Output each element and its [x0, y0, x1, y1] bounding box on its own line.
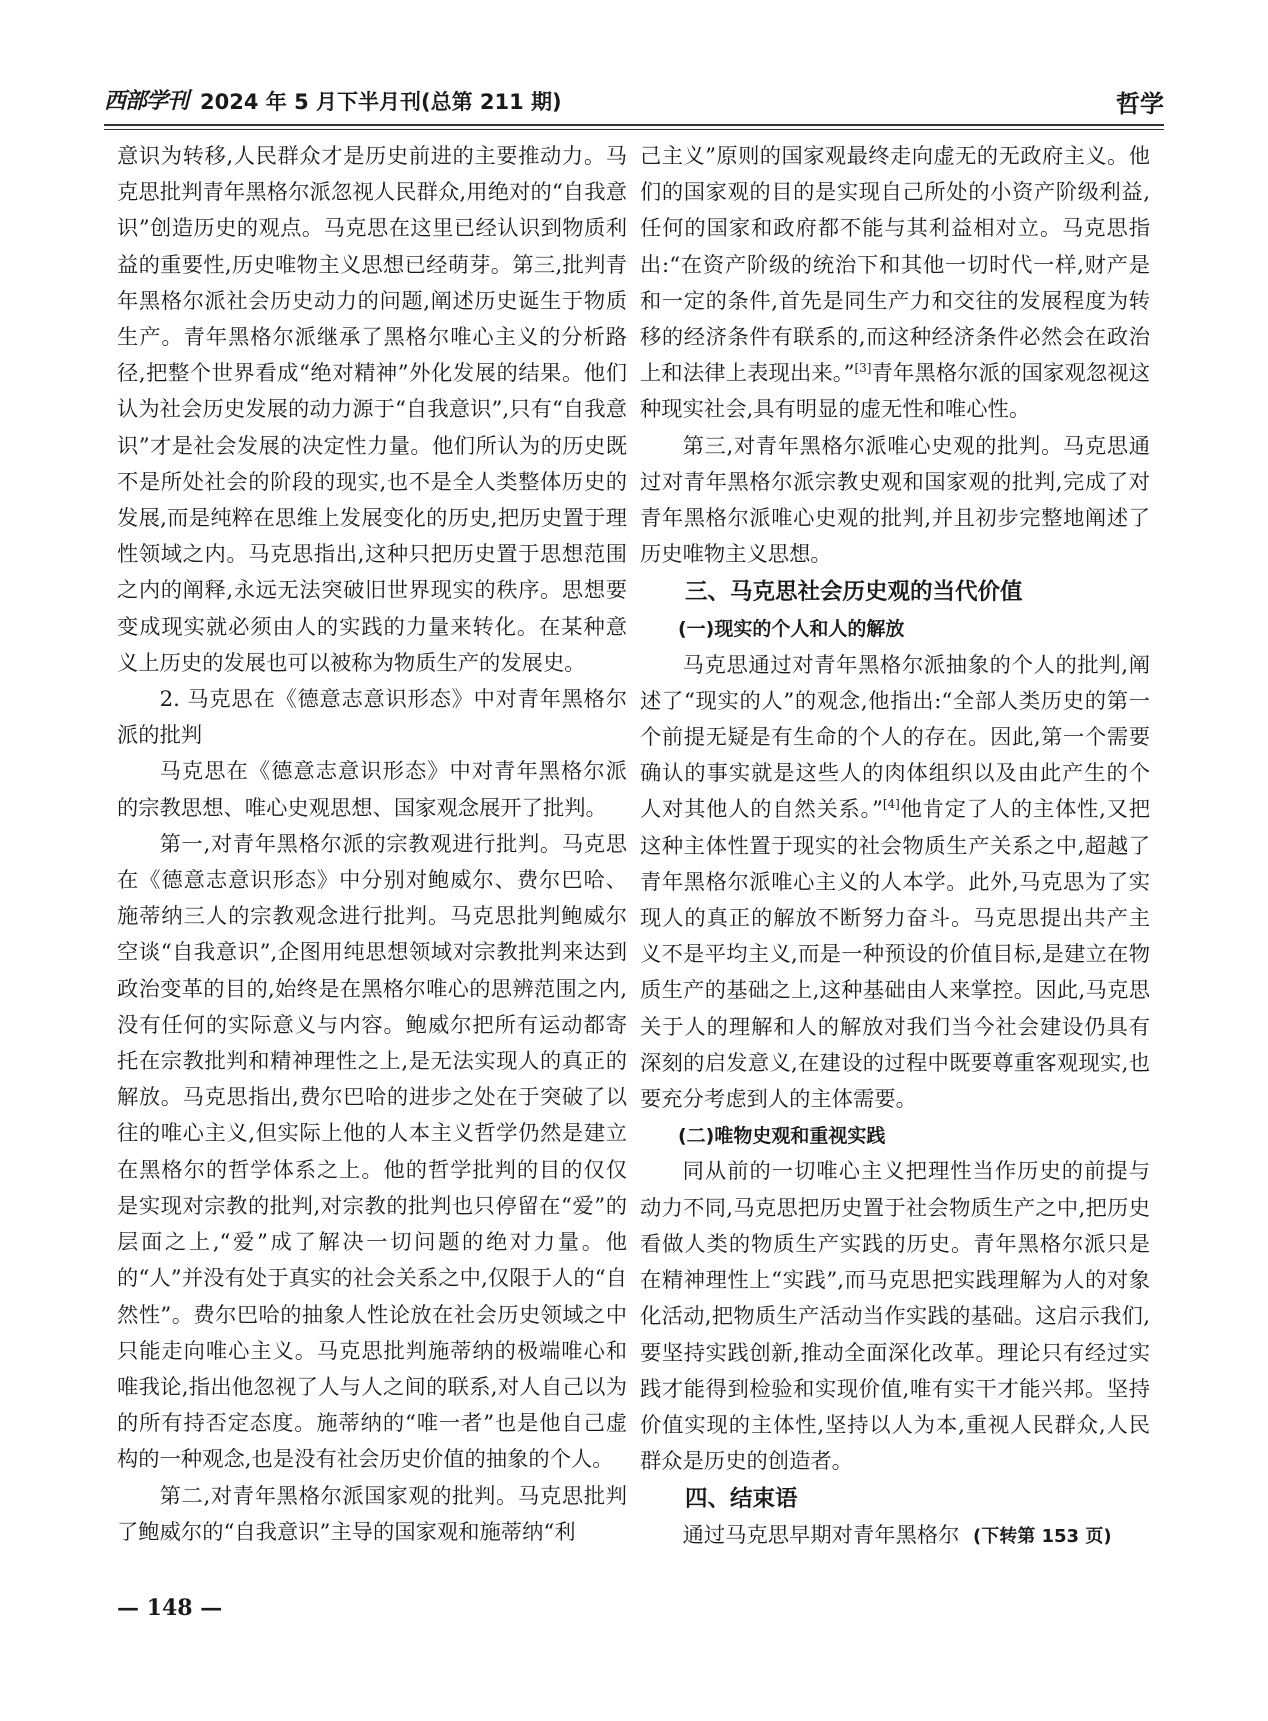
right-column [640, 139, 1150, 1556]
section-heading: 三、马克思社会历史观的当代价值 [685, 579, 1023, 606]
paragraph-text: 通过马克思早期对青年黑格尔 [682, 1523, 960, 1549]
left-column [117, 139, 627, 1551]
running-header [104, 84, 1164, 118]
body-paragraph: 同从前的一切唯心主义把理性当作历史的前提与动力不同,马克思把历史置于社会物质生产之中,把历史看做人类的物质生产实践的历史。青年黑格尔派只是在精神理性上“实践”,而马克思把实践理解为人的对象化活动,把物质生产活动当作实践的基础。这启示我们,要坚持实践创新,推动全面深化改革。理论只有经过实践才能得到检验和实现价值,唯有实干才能兴邦。坚持价值实现的主体性,坚持以人为本,重视人民群众,人民群众是历史的创造者。 [640, 1159, 1150, 1475]
subsection-heading: (一)现实的个人和人的解放 [678, 618, 905, 641]
citation-ref: [3] [854, 361, 872, 376]
citation-ref: [4] [882, 797, 900, 812]
paragraph-text: 青年黑格尔派的国家观忽视这种现实社会,具有明显的虚无性和唯心性。 [640, 361, 1150, 423]
body-paragraph: 马克思在《德意志意识形态》中对青年黑格尔派的宗教思想、唯心史观思想、国家观念展开了批判。 [117, 759, 627, 821]
body-paragraph: 意识为转移,人民群众才是历史前进的主要推动力。马克思批判青年黑格尔派忽视人民群众,用绝对的“自我意识”创造历史的观点。马克思在这里已经认识到物质利益的重要性,历史唯物主义思想已经萌芽。第三,批判青年黑格尔派社会历史动力的问题,阐述历史诞生于物质生产。青年黑格尔派继承了黑格尔唯心主义的分析路径,把整个世界看成“绝对精神”外化发展的结果。他们认为社会历史发展的动力源于“自我意识”,只有“自我意识”才是社会发展的决定性力量。他们所认为的历史既不是所处社会的阶段的现实,也不是全人类整体历史的发展,而是纯粹在思维上发展变化的历史,把历史置于理性领域之内。马克思指出,这种只把历史置于思想范围之内的阐释,永远无法突破旧世界现实的秩序。思想要变成现实就必须由人的实践的力量来转化。在某种意义上历史的发展也可以被称为物质生产的发展史。 [117, 144, 627, 676]
body-paragraph [640, 139, 1150, 429]
body-paragraph: 第二,对青年黑格尔派国家观的批判。马克思批判了鲍威尔的“自我意识”主导的国家观和施蒂纳“利 [117, 1483, 627, 1545]
header-rule-thin [104, 129, 1164, 130]
subsection-heading: (二)唯物史观和重视实践 [678, 1125, 886, 1148]
body-paragraph [640, 648, 1150, 1119]
paragraph-text: 马克思通过对青年黑格尔派抽象的个人的批判,阐述了“现实的人”的观念,他指出:“全部人类历史的第一个前提无疑是有生命的个人的存在。因此,第一个需要确认的事实就是这些人的肉体组织以及由此产生的个人对其他人的自然关系。” [640, 652, 1150, 823]
body-paragraph: 第一,对青年黑格尔派的宗教观进行批判。马克思在《德意志意识形态》中分别对鲍威尔、费尔巴哈、施蒂纳三人的宗教观念进行批判。马克思批判鲍威尔空谈“自我意识”,企图用纯思想领域对宗教批判来达到政治变革的目的,始终是在黑格尔唯心的思辨范围之内,没有任何的实际意义与内容。鲍威尔把所有运动都寄托在宗教批判和精神理性之上,是无法实现人的真正的解放。马克思指出,费尔巴哈的进步之处在于突破了以往的唯心主义,但实际上他的人本主义哲学仍然是建立在黑格尔的哲学体系之上。他的哲学批判的目的仅仅是实现对宗教的批判,对宗教的批判也只停留在“爱”的层面之上,“爱”成了解决一切问题的绝对力量。他的“人”并没有处于真实的社会关系之中,仅限于人的“自然性”。费尔巴哈的抽象人性论放在社会历史领域之中只能走向唯心主义。马克思批判施蒂纳的极端唯心和唯我论,指出他忽视了人与人之间的联系,对人自己以为的所有持否定态度。施蒂纳的“唯一者”也是他自己虚构的一种观念,也是没有社会历史价值的抽象的个人。 [117, 831, 627, 1473]
subsection-heading: 2. 马克思在《德意志意识形态》中对青年黑格尔派的批判 [117, 687, 627, 749]
body-paragraph [640, 1518, 1150, 1555]
continued-note: (下转第 153 页) [973, 1526, 1112, 1548]
section-heading: 四、结束语 [685, 1486, 798, 1513]
paragraph-text: 己主义”原则的国家观最终走向虚无的无政府主义。他们的国家观的目的是实现自己所处的小资产阶级利益,任何的国家和政府都不能与其利益相对立。马克思指出:“在资产阶级的统治下和其他一切时代一样,财产是和一定的条件,首先是同生产力和交往的发展程度为转移的经济条件有联系的,而这种经济条件必然会在政治上和法律上表现出来。” [640, 144, 1150, 387]
journal-logo: 西部学刊 [104, 88, 189, 114]
paragraph-text: 他肯定了人的主体性,又把这种主体性置于现实的社会物质生产关系之中,超越了青年黑格尔派唯心主义的人本学。此外,马克思为了实现人的真正的解放不断努力奋斗。马克思提出共产主义不是平均主义,而是一种预设的价值目标,是建立在物质生产的基础之上,这种基础由人来掌控。因此,马克思关于人的理解和人的解放对我们当今社会建设仍具有深刻的启发意义,在建设的过程中既要尊重客观现实,也要充分考虑到人的主体需要。 [640, 797, 1150, 1113]
header-rule [104, 124, 1164, 126]
body-paragraph: 第三,对青年黑格尔派唯心史观的批判。马克思通过对青年黑格尔派宗教史观和国家观的批判,完成了对青年黑格尔派唯心史观的批判,并且初步完整地阐述了历史唯物主义思想。 [640, 433, 1150, 568]
issue-info: 2024 年 5 月下半月刊(总第 211 期) [200, 90, 562, 114]
page-number: — 148 — [117, 1595, 223, 1621]
section-label: 哲学 [1116, 90, 1164, 118]
